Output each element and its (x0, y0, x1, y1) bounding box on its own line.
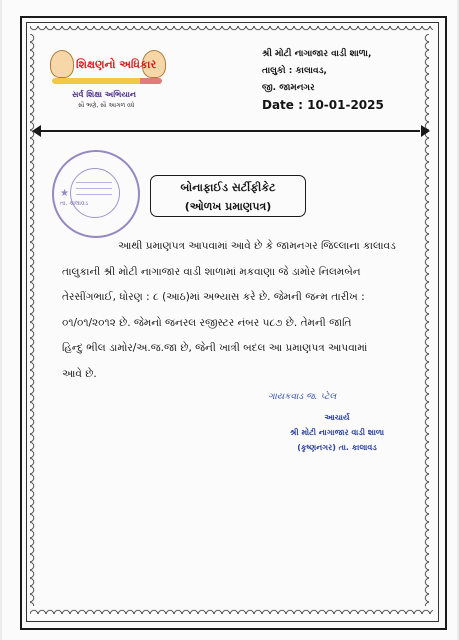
issue-date: Date : 10-01-2025 (262, 98, 384, 112)
logo-title: શિક્ષણનો અધિકાર (76, 58, 157, 71)
pencil-icon (52, 78, 162, 84)
school-header (262, 46, 412, 114)
signature-place: (કૃષ્ણનગર) તા. કાલાવડ (297, 443, 377, 452)
school-taluka: તાલુકો : કાલાવડ, (262, 66, 327, 76)
body-line: હિન્દુ ભીલ ડામોર/અ.જ.જા છે, જેની ખાત્રી બદલ આ પ્રમાણપત્ર આપવામાં (62, 342, 368, 354)
body-line: તેરસીંગભાઈ, ધોરણ : ૮ (આઠ)માં અભ્યાસ કરે છે. જેમની જન્મ તારીખ : (62, 291, 365, 303)
divider-line (40, 130, 420, 132)
arrow-left-icon (32, 125, 41, 137)
decorative-border-left (30, 34, 38, 606)
school-name: શ્રી મોટી નાગાજાર વાડી શાળા, (262, 49, 372, 59)
child-reading-icon (50, 50, 74, 78)
body-line: તાલુકાની શ્રી મોટી નાગાજાર વાડી શાળામાં મકવાણા જે ડામોર નિલમબેન (62, 265, 361, 278)
signature-designation: આચાર્ય (324, 413, 350, 422)
principal-signature: ગાયકવાડ જ. પ્ટેલ (268, 392, 337, 402)
arrow-right-icon (421, 125, 430, 137)
certificate-title-line1: બોનાફાઈડ સર્ટીફીકેટ (180, 181, 276, 194)
body-line: આવે છે. (62, 367, 97, 380)
logo-tagline: સર્વ શિક્ષા અભિયાન (72, 90, 136, 99)
stamp-lines (76, 182, 112, 200)
decorative-border-right (421, 34, 429, 606)
body-line: આથી પ્રમાણપત્ર આપવામાં આવે છે કે જામનગર જિલ્લાના કાલાવડ (118, 240, 396, 252)
decorative-border-top (30, 26, 433, 34)
star-icon: ★ (60, 188, 69, 199)
stamp-text: તા. કાલાવડ (60, 200, 89, 207)
decorative-border-bottom (30, 606, 433, 614)
signature-school: શ્રી મોટી નાગાજાર વાડી શાળા (289, 428, 385, 437)
shikshan-adhikar-logo (46, 44, 168, 122)
body-line: ૦૧/૦૧/૨૦૧૨ છે. જેમનો જનરલ રજીસ્ટર નંબર ૫૮૭ છે. તેમની જાતિ (62, 316, 352, 329)
logo-subtag: સૌ ભણે, સૌ આગળ વધે (78, 102, 135, 109)
signature-block (262, 410, 412, 455)
certificate-title (150, 175, 306, 217)
school-stamp (52, 150, 140, 238)
school-district: જી. જામનગર (262, 83, 315, 93)
certificate-title-line2: (ઓળખ પ્રમાણપત્ર) (184, 200, 272, 213)
